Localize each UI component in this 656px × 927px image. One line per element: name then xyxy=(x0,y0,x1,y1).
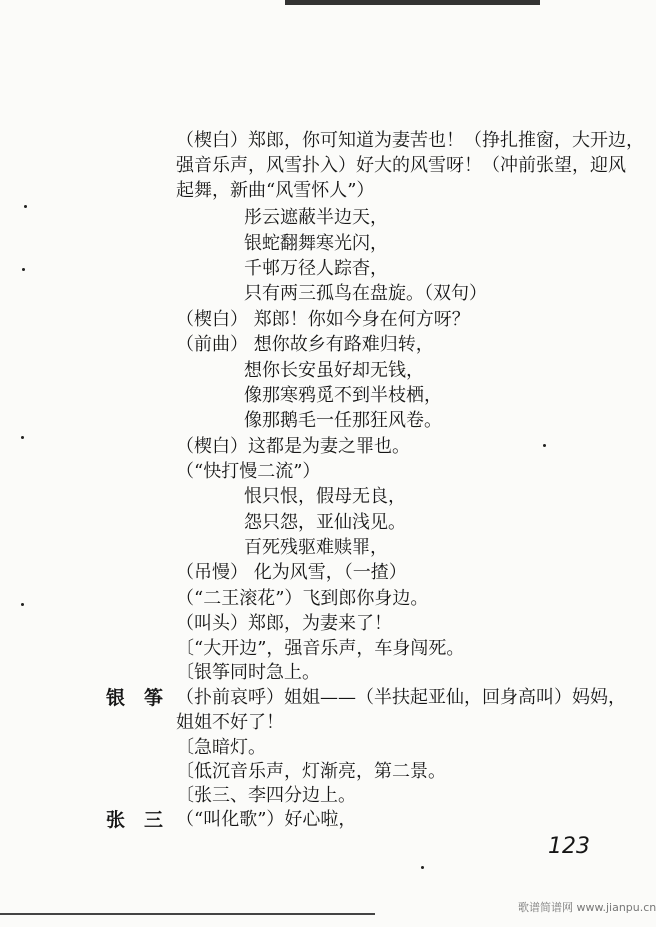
script-line: （“二王滚花”）飞到郎你身边。 xyxy=(176,588,429,609)
lyric-line: 怨只怨，亚仙浅见。 xyxy=(244,512,406,533)
scan-speck xyxy=(21,436,24,439)
script-line: 强音乐声，风雪扑入）好大的风雪呀！（冲前张望，迎风 xyxy=(176,155,626,176)
script-line: （叫头）郑郎，为妻来了！ xyxy=(176,613,392,634)
stage-direction: 〔张三、李四分边上。 xyxy=(176,785,356,806)
script-line: 起舞，新曲“风雪怀人”） xyxy=(176,180,375,201)
stage-direction: 〔“大开边”，强音乐声，车身闯死。 xyxy=(176,638,465,659)
speaker-name: 张 三 xyxy=(106,809,164,831)
lyric-line: 百死残驱难赎罪， xyxy=(244,537,388,558)
script-line: （“叫化歌”）好心啦， xyxy=(176,809,357,830)
lyric-line: 想你长安虽好却无钱， xyxy=(244,360,424,381)
script-line: （楔白）郑郎，你可知道为妻苦也！（挣扎推窗，大开边， xyxy=(176,130,644,151)
stage-direction: 〔急暗灯。 xyxy=(176,737,266,758)
scan-speck xyxy=(21,603,24,606)
scan-speck xyxy=(24,205,27,208)
watermark: 歌谱简谱网 www.jianpu.cn xyxy=(518,901,656,914)
top-edge-bar xyxy=(285,0,540,5)
bottom-edge-line xyxy=(0,913,375,915)
page-number: 123 xyxy=(548,834,590,859)
script-line: 姐姐不好了！ xyxy=(176,712,284,733)
script-line: （前曲） 想你故乡有路难归转， xyxy=(176,334,434,355)
scan-speck xyxy=(543,444,546,447)
script-line: （“快打慢二流”） xyxy=(176,461,321,482)
stage-direction: 〔银筝同时急上。 xyxy=(176,662,320,683)
lyric-line: 千邨万径人踪杳， xyxy=(244,258,388,279)
lyric-line: 银蛇翻舞寒光闪， xyxy=(244,233,388,254)
scan-speck xyxy=(421,866,424,869)
script-line: （楔白） 郑郎！你如今身在何方呀？ xyxy=(176,309,470,330)
lyric-line: 像那寒鸦觅不到半枝栖， xyxy=(244,385,442,406)
script-line: （楔白）这都是为妻之罪也。 xyxy=(176,436,410,457)
speaker-name: 银 筝 xyxy=(106,687,164,709)
script-line: （吊慢） 化为风雪，（一揸） xyxy=(176,562,407,583)
lyric-line: 像那鹅毛一任那狂风卷。 xyxy=(244,410,442,431)
lyric-line: 只有两三孤鸟在盘旋。（双句） xyxy=(244,283,487,304)
lyric-line: 彤云遮蔽半边天， xyxy=(244,207,388,228)
scan-speck xyxy=(22,268,25,271)
stage-direction: 〔低沉音乐声，灯渐亮，第二景。 xyxy=(176,761,446,782)
lyric-line: 恨只恨，假母无良， xyxy=(244,486,406,507)
script-line: （扑前哀呼）姐姐——（半扶起亚仙，回身高叫）妈妈， xyxy=(176,687,626,708)
